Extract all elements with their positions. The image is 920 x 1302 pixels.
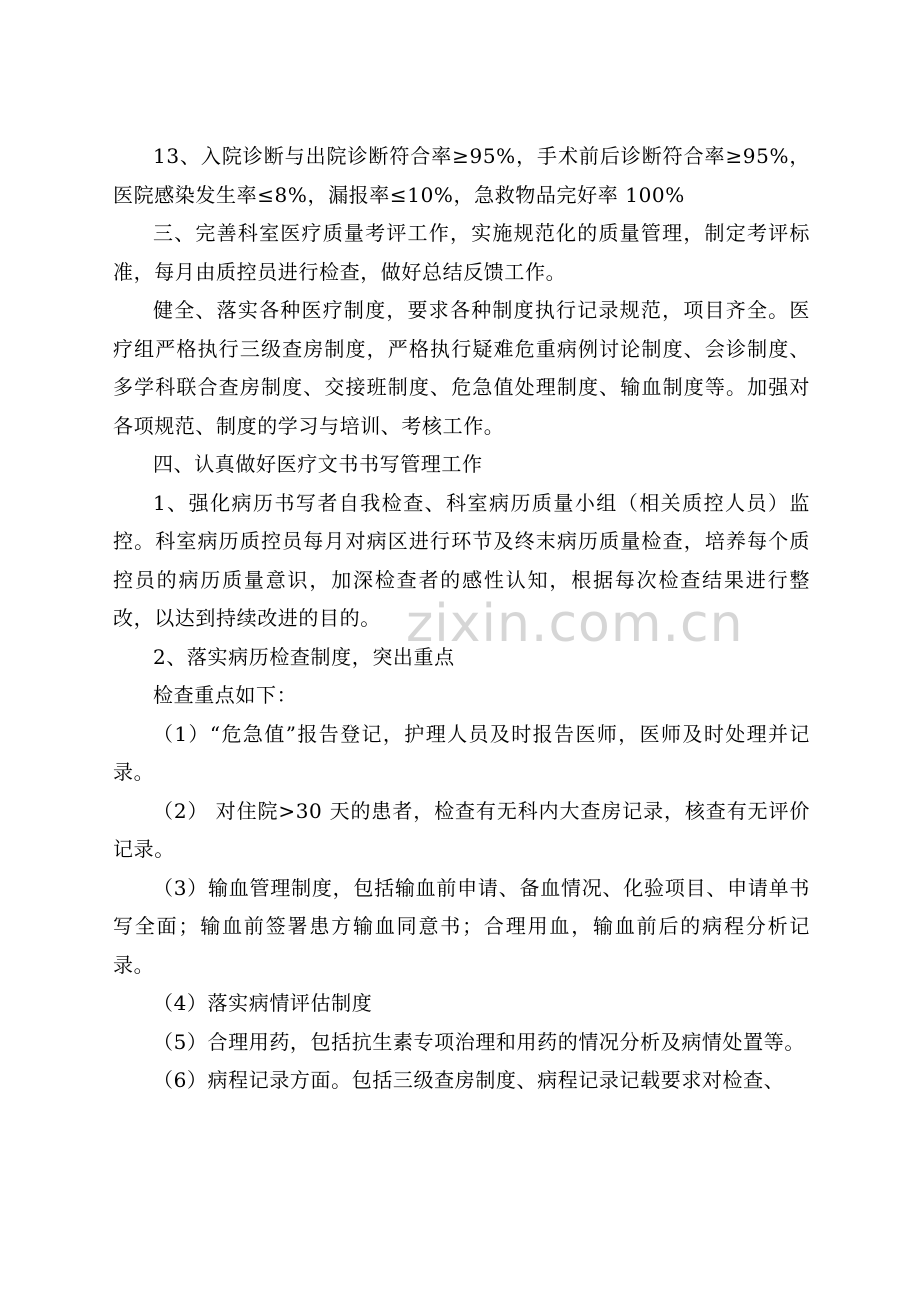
paragraph-inspection-focus: 检查重点如下： bbox=[153, 683, 298, 707]
list-item-long-stay: （2） 对住院>30 天的患者，检查有无科内大查房记录，核查有无评价记录。 bbox=[113, 798, 810, 861]
list-item-critical-value: （1）“危急值”报告登记，护理人员及时报告医师，医师及时处理并记录。 bbox=[113, 721, 810, 784]
list-item-transfusion: （3）输血管理制度，包括输血前申请、备血情况、化验项目、申请单书写全面；输血前签署患方输血同意书；合理用血，输血前后的病程分析记录。 bbox=[113, 875, 810, 977]
list-item-progress-notes: （6）病程记录方面。包括三级查房制度、病程记录记载要求对检查、 bbox=[153, 1068, 785, 1092]
paragraph-section-four-heading: 四、认真做好医疗文书书写管理工作 bbox=[153, 452, 483, 476]
paragraph-record-inspection: 2、落实病历检查制度，突出重点 bbox=[153, 644, 455, 669]
paragraph-quality-evaluation: 三、完善科室医疗质量考评工作，实施规范化的质量管理，制定考评标准，每月由质控员进行检查，做好总结反馈工作。 bbox=[113, 221, 810, 284]
watermark: zixin.com.cn bbox=[406, 594, 744, 654]
paragraph-diagnosis-rates: 13、入院诊断与出院诊断符合率≥95%，手术前后诊断符合率≥95%，医院感染发生率≤8%，漏报率≤10%，急救物品完好率 100% bbox=[113, 144, 810, 207]
list-item-rational-drug-use: （5）合理用药，包括抗生素专项治理和用药的情况分析及病情处置等。 bbox=[153, 1029, 805, 1054]
paragraph-record-self-check: 1、强化病历书写者自我检查、科室病历质量小组（相关质控人员）监控。科室病历质控员每月对病区进行环节及终末病历质量检查，培养每个质控员的病历质量意识，加深检查者的感性认知，根据每次检查结果进行整改，以达到持续改进的目的。 bbox=[113, 490, 810, 630]
list-item-condition-assessment: （4）落实病情评估制度 bbox=[153, 991, 373, 1015]
paragraph-medical-systems: 健全、落实各种医疗制度，要求各种制度执行记录规范，项目齐全。医疗组严格执行三级查房制度，严格执行疑难危重病例讨论制度、会诊制度、多学科联合查房制度、交接班制度、危急值处理制度、输血制度等。加强对各项规范、制度的学习与培训、考核工作。 bbox=[113, 298, 810, 438]
